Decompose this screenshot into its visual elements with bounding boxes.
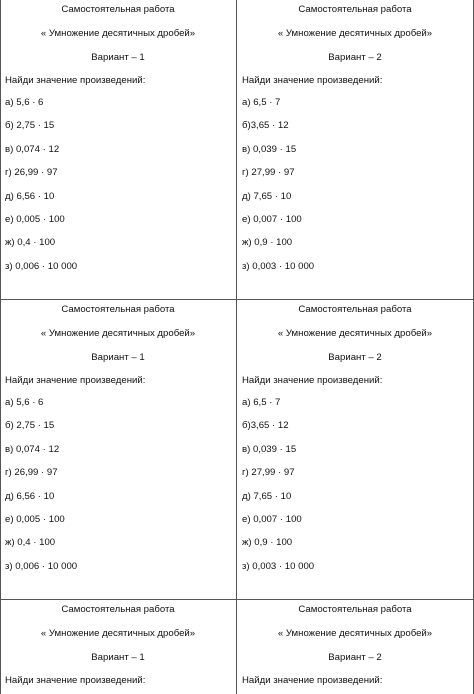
exercise-item: б)3,65 · 12 bbox=[242, 120, 289, 131]
variant-label: Вариант – 2 bbox=[328, 652, 382, 663]
exercise-item: б) 2,75 · 15 bbox=[5, 420, 55, 431]
worksheet-title: Самостоятельная работа bbox=[298, 304, 412, 315]
exercise-item: г) 27,99 · 97 bbox=[242, 467, 295, 478]
exercise-item: е) 0,007 · 100 bbox=[242, 514, 302, 525]
exercise-item: а) 5,6 · 6 bbox=[5, 397, 44, 408]
exercise-item: г) 26,99 · 97 bbox=[5, 167, 58, 178]
exercise-item: б) 2,75 · 15 bbox=[5, 120, 55, 131]
row-divider bbox=[0, 599, 474, 600]
exercise-item: а) 6,5 · 7 bbox=[242, 397, 281, 408]
exercise-item: в) 0,074 · 12 bbox=[5, 444, 60, 455]
column-divider bbox=[236, 0, 237, 694]
task-instruction: Найди значение произведений: bbox=[5, 375, 146, 386]
exercise-item: а) 6,5 · 7 bbox=[242, 97, 281, 108]
exercise-item: б)3,65 · 12 bbox=[242, 420, 289, 431]
variant-label: Вариант – 1 bbox=[91, 52, 145, 63]
worksheet-subtitle: « Умножение десятичных дробей» bbox=[40, 28, 196, 39]
worksheet-subtitle: « Умножение десятичных дробей» bbox=[277, 628, 433, 639]
exercise-item: з) 0,006 · 10 000 bbox=[5, 561, 78, 572]
exercise-item: ж) 0,4 · 100 bbox=[5, 237, 56, 248]
exercise-item: з) 0,003 · 10 000 bbox=[242, 261, 315, 272]
worksheet-subtitle: « Умножение десятичных дробей» bbox=[40, 328, 196, 339]
worksheet-title: Самостоятельная работа bbox=[298, 4, 412, 15]
row-divider bbox=[0, 299, 474, 300]
task-instruction: Найди значение произведений: bbox=[5, 75, 146, 86]
worksheet-title: Самостоятельная работа bbox=[61, 304, 175, 315]
exercise-item: в) 0,039 · 15 bbox=[242, 444, 297, 455]
variant-label: Вариант – 2 bbox=[328, 352, 382, 363]
exercise-item: е) 0,005 · 100 bbox=[5, 214, 65, 225]
variant-label: Вариант – 1 bbox=[91, 652, 145, 663]
exercise-item: г) 27,99 · 97 bbox=[242, 167, 295, 178]
variant-label: Вариант – 2 bbox=[328, 52, 382, 63]
task-instruction: Найди значение произведений: bbox=[242, 675, 383, 686]
table-border-left bbox=[0, 0, 1, 694]
exercise-item: е) 0,005 · 100 bbox=[5, 514, 65, 525]
worksheet-title: Самостоятельная работа bbox=[61, 604, 175, 615]
exercise-item: а) 5,6 · 6 bbox=[5, 97, 44, 108]
variant-label: Вариант – 1 bbox=[91, 352, 145, 363]
exercise-item: в) 0,039 · 15 bbox=[242, 144, 297, 155]
exercise-item: д) 6,56 · 10 bbox=[5, 191, 55, 202]
exercise-item: д) 7,65 · 10 bbox=[242, 191, 292, 202]
task-instruction: Найди значение произведений: bbox=[5, 675, 146, 686]
exercise-item: д) 6,56 · 10 bbox=[5, 491, 55, 502]
task-instruction: Найди значение произведений: bbox=[242, 375, 383, 386]
exercise-item: д) 7,65 · 10 bbox=[242, 491, 292, 502]
exercise-item: е) 0,007 · 100 bbox=[242, 214, 302, 225]
worksheet-subtitle: « Умножение десятичных дробей» bbox=[40, 628, 196, 639]
exercise-item: ж) 0,9 · 100 bbox=[242, 537, 293, 548]
task-instruction: Найди значение произведений: bbox=[242, 75, 383, 86]
worksheet-title: Самостоятельная работа bbox=[298, 604, 412, 615]
exercise-item: з) 0,003 · 10 000 bbox=[242, 561, 315, 572]
worksheet-title: Самостоятельная работа bbox=[61, 4, 175, 15]
exercise-item: з) 0,006 · 10 000 bbox=[5, 261, 78, 272]
exercise-item: ж) 0,4 · 100 bbox=[5, 537, 56, 548]
exercise-item: в) 0,074 · 12 bbox=[5, 144, 60, 155]
worksheet-subtitle: « Умножение десятичных дробей» bbox=[277, 28, 433, 39]
exercise-item: ж) 0,9 · 100 bbox=[242, 237, 293, 248]
exercise-item: г) 26,99 · 97 bbox=[5, 467, 58, 478]
worksheet-subtitle: « Умножение десятичных дробей» bbox=[277, 328, 433, 339]
